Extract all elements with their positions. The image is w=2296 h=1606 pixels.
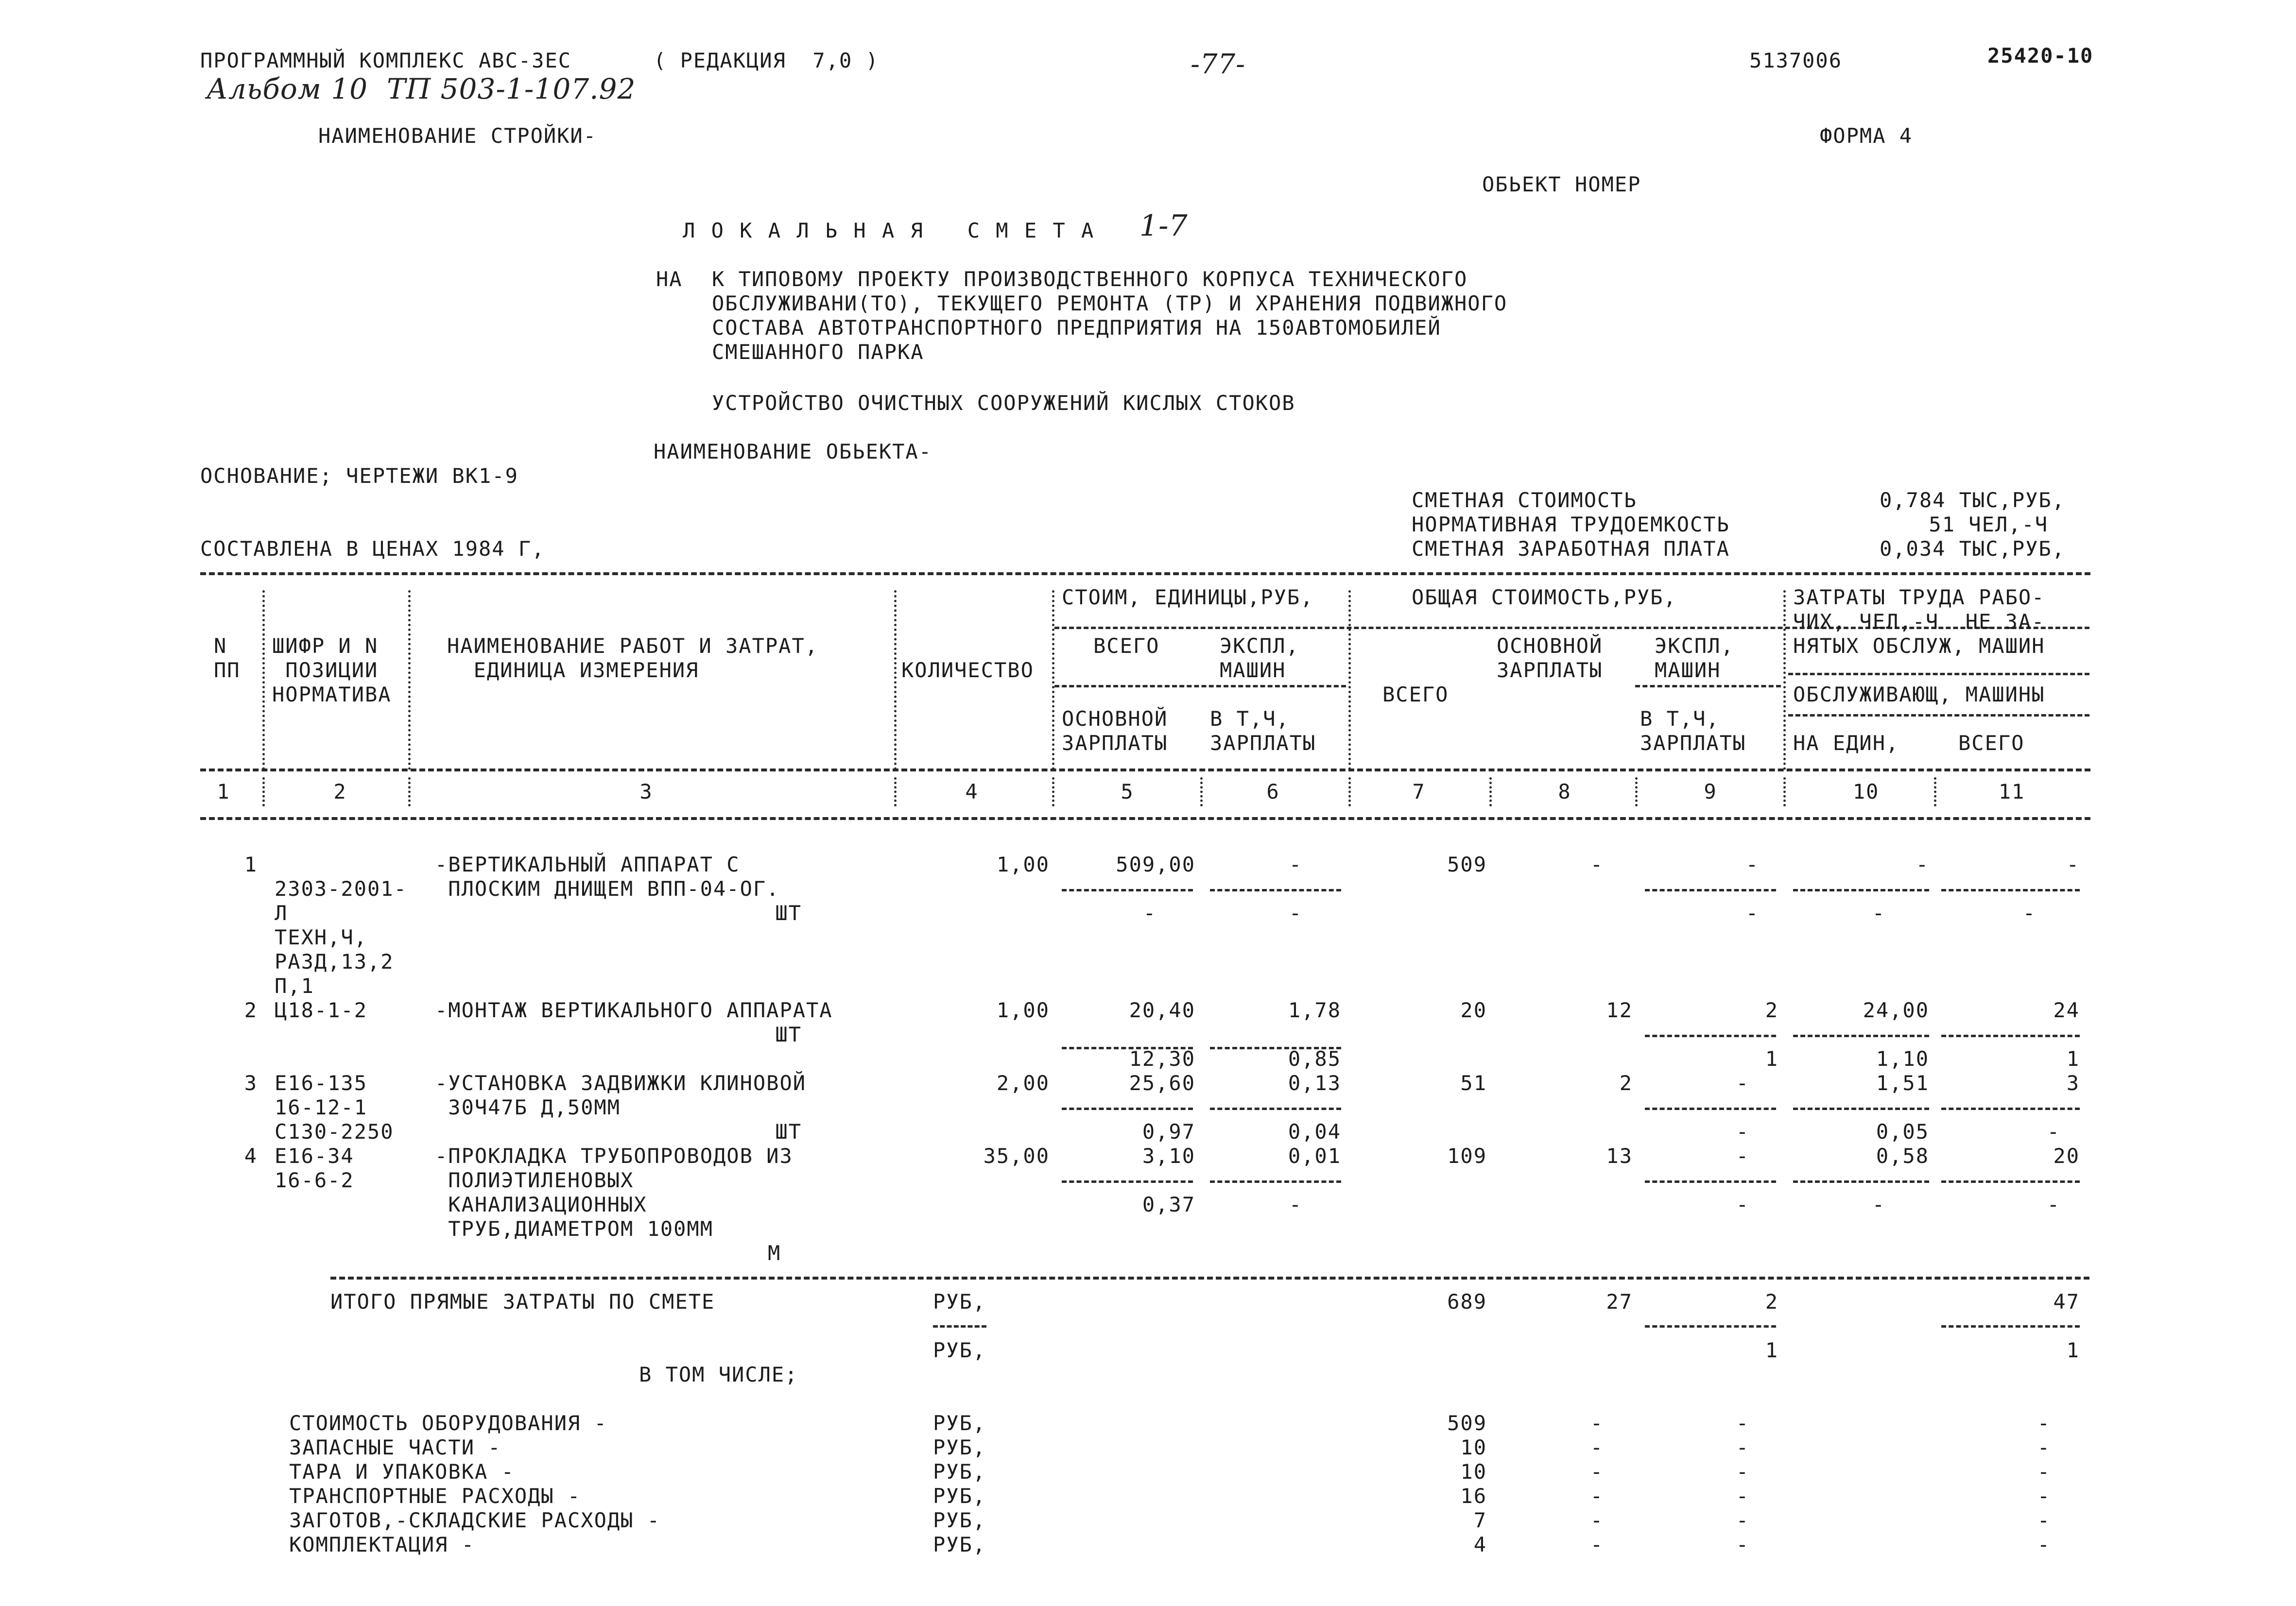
cell-divider: [1941, 1180, 2080, 1183]
col-divider: [894, 777, 897, 806]
row-total: 20: [1460, 998, 1487, 1022]
row-unit-machine-wage: -: [1289, 901, 1302, 925]
form-label: ФОРМА 4: [1820, 124, 1913, 148]
th-unit-cost: СТОИМ, ЕДИНИЦЫ,РУБ,: [1062, 585, 1314, 609]
breakdown-labor: -: [2037, 1508, 2051, 1532]
construction-label: НАИМЕНОВАНИЕ СТРОЙКИ-: [318, 124, 597, 148]
row-quantity: 2,00: [996, 1071, 1050, 1095]
row-total-machines: -: [1736, 1144, 1749, 1168]
document-code: 5137006: [1749, 49, 1843, 72]
breakdown-unit: РУБ,: [933, 1508, 986, 1532]
row-labor-total: 20: [2053, 1144, 2080, 1168]
estimate-subject: УСТРОЙСТВО ОЧИСТНЫХ СООРУЖЕНИЙ КИСЛЫХ СТОКОВ: [712, 391, 1295, 415]
summary-label-wage: СМЕТНАЯ ЗАРАБОТНАЯ ПЛАТА: [1412, 537, 1730, 561]
breakdown-wage: -: [1590, 1508, 1604, 1532]
th-total-cost: ОБЩАЯ СТОИМОСТЬ,РУБ,: [1412, 585, 1677, 609]
summary-value-cost: 0,784 ТЫС,РУБ,: [1879, 488, 2065, 512]
row-labor-total: -: [2066, 853, 2080, 876]
cell-divider: [1941, 889, 2080, 891]
cell-divider: [1645, 1180, 1776, 1183]
breakdown-wage: -: [1590, 1435, 1604, 1459]
row-labor-machine-unit: 1,10: [1876, 1047, 1929, 1071]
row-quantity: 35,00: [983, 1144, 1050, 1168]
row-total: 51: [1460, 1071, 1487, 1095]
row-work-name: -МОНТАЖ ВЕРТИКАЛЬНОГО АППАРАТА: [435, 998, 833, 1022]
totals-total: 689: [1447, 1290, 1487, 1314]
col-divider: [1783, 590, 1786, 770]
breakdown-labor: -: [2037, 1411, 2051, 1435]
breakdown-labor: -: [2037, 1460, 2051, 1484]
header-top-rule: [200, 572, 2090, 575]
edition: ( РЕДАКЦИЯ 7,0 ): [654, 49, 879, 72]
th-work-name: НАИМЕНОВАНИЕ РАБОТ И ЗАТРАТ, ЕДИНИЦА ИЗМЕРЕНИЯ: [447, 634, 819, 682]
col-number: 4: [965, 780, 979, 803]
row-unit-total: 20,40: [1129, 998, 1195, 1022]
th-unit-machine-wage: В Т,Ч, ЗАРПЛАТЫ: [1210, 707, 1316, 755]
breakdown-labor: -: [2037, 1533, 2051, 1556]
cell-divider: [1941, 1325, 2080, 1328]
breakdown-total: 16: [1460, 1484, 1487, 1508]
row-unit-total: 25,60: [1129, 1071, 1195, 1095]
row-labor-unit: 24,00: [1863, 998, 1929, 1022]
row-unit-machines: -: [1289, 853, 1302, 876]
row-total-wage: 12: [1606, 998, 1633, 1022]
breakdown-wage: -: [1590, 1411, 1604, 1435]
breakdown-machines: -: [1736, 1411, 1749, 1435]
col-divider: [1489, 777, 1492, 806]
row-labor-machine-unit: -: [1872, 1193, 1885, 1216]
col-number: 11: [1998, 780, 2025, 803]
row-labor-unit: 1,51: [1876, 1071, 1929, 1095]
header-sub-rule: [1788, 714, 2089, 717]
na-label: НА: [656, 267, 683, 291]
breakdown-label: КОМПЛЕКТАЦИЯ -: [289, 1533, 475, 1556]
totals-rule: [330, 1277, 2089, 1280]
row-total-machine-wage: -: [1736, 1193, 1749, 1216]
row-labor-machine-total: -: [2022, 901, 2036, 925]
breakdown-total: 509: [1447, 1411, 1487, 1435]
basis-label: ОСНОВАНИЕ; ЧЕРТЕЖИ ВК1-9: [200, 464, 518, 488]
col-divider: [1052, 777, 1054, 806]
totals-unit: РУБ,: [933, 1290, 986, 1314]
row-number: 1: [244, 853, 258, 876]
header-sub-rule: [1788, 673, 2089, 675]
col-divider: [894, 590, 897, 770]
breakdown-unit: РУБ,: [933, 1460, 986, 1484]
row-labor-unit: -: [1916, 853, 1929, 876]
th-labor: ЗАТРАТЫ ТРУДА РАБО- ЧИХ, ЧЕЛ,-Ч НЕ ЗА- НЯТЫХ ОБСЛУЖ, МАШИН: [1793, 585, 2045, 658]
row-work-name: -ВЕРТИКАЛЬНЫЙ АППАРАТ С ПЛОСКИМ ДНИЩЕМ ВПП-04-ОГ.: [435, 853, 780, 901]
row-quantity: 1,00: [996, 998, 1050, 1022]
th-total-machines: ЭКСПЛ, МАШИН: [1655, 634, 1734, 682]
row-unit-wage: -: [1143, 901, 1157, 925]
totals-unit-2: РУБ,: [933, 1338, 986, 1362]
breakdown-total: 10: [1460, 1435, 1487, 1459]
document-number: 25420-10: [1987, 44, 2094, 68]
totals-label: ИТОГО ПРЯМЫЕ ЗАТРАТЫ ПО СМЕТЕ: [330, 1290, 715, 1314]
th-unit-machines: ЭКСПЛ, МАШИН: [1220, 634, 1299, 682]
row-code: Е16-34 16-6-2: [275, 1144, 354, 1192]
row-total-wage: 13: [1606, 1144, 1633, 1168]
breakdown-machines: -: [1736, 1435, 1749, 1459]
th-unit-wage: ОСНОВНОЙ ЗАРПЛАТЫ: [1062, 707, 1168, 755]
breakdown-labor: -: [2037, 1435, 2051, 1459]
object-number-label: ОБЬЕКТ НОМЕР: [1482, 172, 1641, 196]
cell-divider: [1062, 1180, 1193, 1183]
breakdown-label: ТРАНСПОРТНЫЕ РАСХОДЫ -: [289, 1484, 581, 1508]
col-numbers-rule: [200, 817, 2090, 820]
th-code: ШИФР И N ПОЗИЦИИ НОРМАТИВА: [272, 634, 392, 706]
row-total-wage: -: [1590, 853, 1604, 876]
program-name: ПРОГРАММНЫЙ КОМПЛЕКС АВС-3ЕС: [200, 49, 572, 72]
row-unit: ШТ: [775, 901, 802, 925]
breakdown-machines: -: [1736, 1533, 1749, 1556]
row-labor-machine-total: 1: [2066, 1047, 2080, 1071]
row-work-name: -ПРОКЛАДКА ТРУБОПРОВОДОВ ИЗ ПОЛИЭТИЛЕНОВЫХ КАНАЛИЗАЦИОННЫХ ТРУБ,ДИАМЕТРОМ 100ММ: [435, 1144, 793, 1241]
row-total-machine-wage: -: [1736, 1120, 1749, 1144]
row-unit: М: [768, 1241, 781, 1265]
col-divider: [1348, 590, 1351, 770]
breakdown-label: СТОИМОСТЬ ОБОРУДОВАНИЯ -: [289, 1411, 607, 1435]
summary-label-labor: НОРМАТИВНАЯ ТРУДОЕМКОСТЬ: [1412, 513, 1730, 536]
row-unit-wage: 12,30: [1129, 1047, 1195, 1071]
breakdown-total: 4: [1473, 1533, 1487, 1556]
th-total-wage: ОСНОВНОЙ ЗАРПЛАТЫ: [1497, 634, 1603, 682]
cell-divider: [1645, 1108, 1776, 1110]
row-total-machines: -: [1745, 853, 1759, 876]
cell-divider: [1793, 1180, 1929, 1183]
breakdown-wage: -: [1590, 1484, 1604, 1508]
cell-divider: [1062, 889, 1193, 891]
cell-divider: [1062, 1108, 1193, 1110]
cell-divider: [1941, 1108, 2080, 1110]
project-line-4: СМЕШАННОГО ПАРКА: [712, 340, 924, 364]
project-line-3: СОСТАВА АВТОТРАНСПОРТНОГО ПРЕДПРИЯТИЯ НА 150АВТОМОБИЛЕЙ: [712, 316, 1441, 340]
breakdown-machines: -: [1736, 1484, 1749, 1508]
row-total-machine-wage: -: [1745, 901, 1759, 925]
totals-machines: 2: [1765, 1290, 1778, 1314]
prices-label: СОСТАВЛЕНА В ЦЕНАХ 1984 Г,: [200, 537, 545, 561]
project-line-1: К ТИПОВОМУ ПРОЕКТУ ПРОИЗВОДСТВЕННОГО КОРПУСА ТЕХНИЧЕСКОГО: [712, 267, 1468, 291]
row-unit: ШТ: [775, 1120, 802, 1144]
th-quantity: КОЛИЧЕСТВО: [901, 658, 1034, 682]
row-total-wage: 2: [1619, 1071, 1633, 1095]
totals-machine-wage: 1: [1765, 1338, 1778, 1362]
breakdown-wage: -: [1590, 1460, 1604, 1484]
col-divider: [1200, 777, 1203, 806]
th-unit-total: ВСЕГО: [1093, 634, 1160, 658]
cell-divider: [1645, 889, 1776, 891]
col-divider: [1783, 777, 1786, 806]
col-number: 8: [1558, 780, 1571, 803]
row-labor-machine-total: -: [2047, 1120, 2060, 1144]
header-sub-rule: [1054, 685, 1346, 687]
totals-labor-machine: 1: [2066, 1338, 2080, 1362]
col-divider: [408, 777, 411, 806]
col-divider: [1052, 590, 1054, 770]
col-divider: [262, 590, 265, 770]
totals-wage: 27: [1606, 1290, 1633, 1314]
breakdown-label: ЗАПАСНЫЕ ЧАСТИ -: [289, 1435, 501, 1459]
album-note: Альбом 10 ТП 503-1-107.92: [207, 72, 636, 105]
row-total-machines: 2: [1765, 998, 1778, 1022]
breakdown-unit: РУБ,: [933, 1533, 986, 1556]
th-row-number: N ПП: [214, 634, 241, 682]
row-labor-machine-unit: -: [1872, 901, 1885, 925]
cell-divider: [1210, 1108, 1341, 1110]
row-total-machine-wage: 1: [1765, 1047, 1778, 1071]
header-sub-rule: [1635, 685, 1781, 687]
breakdown-total: 7: [1473, 1508, 1487, 1532]
row-unit-total: 509,00: [1116, 853, 1195, 876]
row-labor-machine-unit: 0,05: [1876, 1120, 1929, 1144]
header-bottom-rule: [200, 769, 2090, 771]
th-labor-total: ВСЕГО: [1958, 731, 2025, 755]
breakdown-wage: -: [1590, 1533, 1604, 1556]
breakdown-label: ТАРА И УПАКОВКА -: [289, 1460, 515, 1484]
row-labor-total: 3: [2066, 1071, 2080, 1095]
col-number: 2: [333, 780, 347, 803]
estimate-number: 1-7: [1139, 209, 1188, 243]
row-unit-machines: 1,78: [1288, 998, 1341, 1022]
cell-divider: [1941, 1035, 2080, 1037]
breakdown-unit: РУБ,: [933, 1484, 986, 1508]
breakdown-machines: -: [1736, 1460, 1749, 1484]
cell-divider: [1645, 1325, 1776, 1328]
breakdown-label: ЗАГОТОВ,-СКЛАДСКИЕ РАСХОДЫ -: [289, 1508, 661, 1532]
col-number: 1: [217, 780, 230, 803]
row-total: 509: [1447, 853, 1487, 876]
summary-value-wage: 0,034 ТЫС,РУБ,: [1879, 537, 2065, 561]
row-unit-machine-wage: -: [1289, 1193, 1302, 1216]
th-labor-machine-staff: ОБСЛУЖИВАЮЩ, МАШИНЫ: [1793, 683, 2045, 706]
cell-divider: [933, 1325, 986, 1328]
row-unit-machines: 0,13: [1288, 1071, 1341, 1095]
cell-divider: [1793, 1108, 1929, 1110]
cell-divider: [1793, 889, 1929, 891]
breakdown-unit: РУБ,: [933, 1435, 986, 1459]
page-number: -77-: [1191, 49, 1246, 80]
row-labor-machine-total: -: [2047, 1193, 2060, 1216]
col-number: 3: [639, 780, 653, 803]
row-number: 3: [244, 1071, 258, 1095]
col-number: 10: [1852, 780, 1880, 803]
row-number: 4: [244, 1144, 258, 1168]
row-unit: ШТ: [775, 1023, 802, 1046]
row-unit-wage: 0,97: [1142, 1120, 1195, 1144]
col-number: 9: [1704, 780, 1717, 803]
col-divider: [1934, 777, 1936, 806]
col-number: 6: [1266, 780, 1280, 803]
summary-label-cost: СМЕТНАЯ СТОИМОСТЬ: [1412, 488, 1637, 512]
summary-value-labor: 51 ЧЕЛ,-Ч: [1929, 513, 2048, 536]
estimate-title: Л О К А Л Ь Н А Я С М Е Т А: [683, 219, 1096, 242]
th-labor-per-unit: НА ЕДИН,: [1793, 731, 1899, 755]
breakdown-unit: РУБ,: [933, 1411, 986, 1435]
row-code: Ц18-1-2: [275, 998, 368, 1022]
row-unit-wage: 0,37: [1142, 1193, 1195, 1216]
totals-labor: 47: [2053, 1290, 2080, 1314]
col-number: 5: [1121, 780, 1134, 803]
row-quantity: 1,00: [996, 853, 1050, 876]
th-total-all: ВСЕГО: [1382, 683, 1449, 706]
project-line-2: ОБСЛУЖИВАНИ(ТО), ТЕКУЩЕГО РЕМОНТА (ТР) И ХРАНЕНИЯ ПОДВИЖНОГО: [712, 291, 1508, 315]
cell-divider: [1210, 889, 1341, 891]
col-divider: [408, 590, 411, 770]
th-total-machine-wage: В Т,Ч, ЗАРПЛАТЫ: [1640, 707, 1746, 755]
row-total-machines: -: [1736, 1071, 1749, 1095]
row-unit-machines: 0,01: [1288, 1144, 1341, 1168]
breakdown-total: 10: [1460, 1460, 1487, 1484]
row-unit-machine-wage: 0,04: [1288, 1120, 1341, 1144]
row-code: Е16-135 16-12-1 С130-2250: [275, 1071, 394, 1144]
row-labor-unit: 0,58: [1876, 1144, 1929, 1168]
col-divider: [1348, 777, 1351, 806]
row-total: 109: [1447, 1144, 1487, 1168]
row-unit-machine-wage: 0,85: [1288, 1047, 1341, 1071]
object-name-label: НАИМЕНОВАНИЕ ОБЬЕКТА-: [654, 440, 932, 463]
cell-divider: [1645, 1035, 1776, 1037]
cell-divider: [1210, 1180, 1341, 1183]
col-divider: [1635, 777, 1638, 806]
col-number: 7: [1412, 780, 1426, 803]
col-divider: [262, 777, 265, 806]
row-labor-total: 24: [2053, 998, 2080, 1022]
row-unit-total: 3,10: [1142, 1144, 1195, 1168]
including-label: В ТОМ ЧИСЛЕ;: [639, 1363, 798, 1386]
row-code: 2303-2001- Л ТЕХН,Ч, РАЗД,13,2 П,1: [275, 877, 407, 998]
breakdown-machines: -: [1736, 1508, 1749, 1532]
cell-divider: [1793, 1035, 1929, 1037]
breakdown-labor: -: [2037, 1484, 2051, 1508]
row-work-name: -УСТАНОВКА ЗАДВИЖКИ КЛИНОВОЙ 30Ч47Б Д,50ММ: [435, 1071, 807, 1119]
row-number: 2: [244, 998, 258, 1022]
